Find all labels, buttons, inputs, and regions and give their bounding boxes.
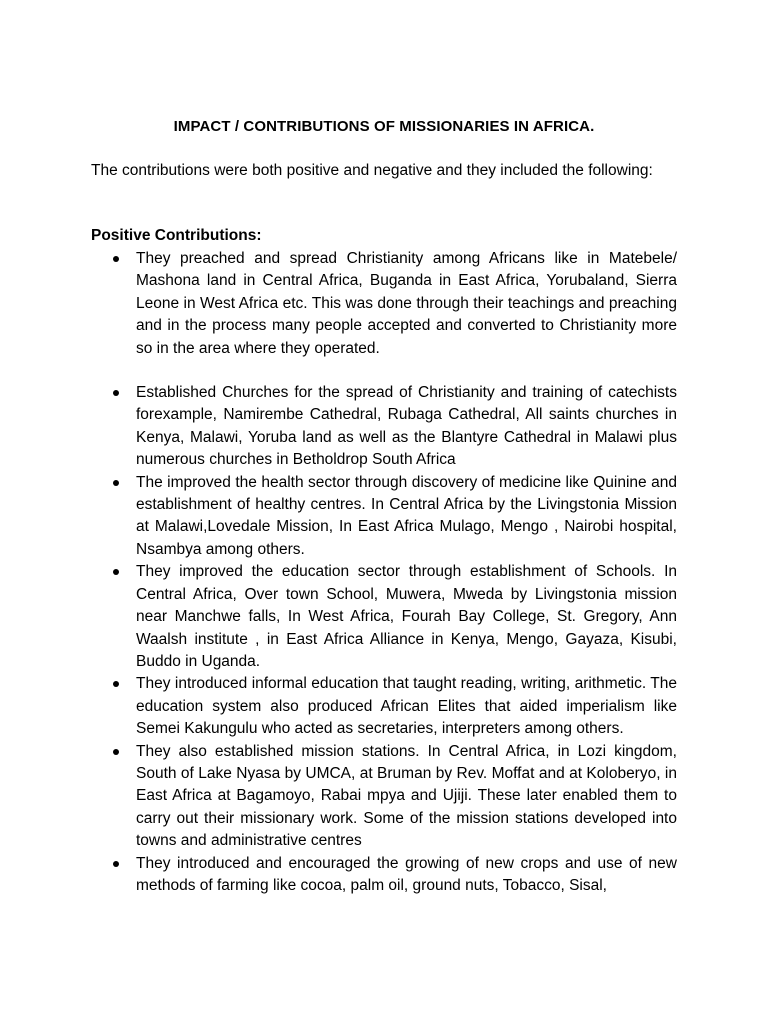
bullet-icon [113, 749, 119, 755]
section-heading: Positive Contributions: [91, 227, 262, 244]
bullet-icon [113, 480, 119, 486]
list-item [91, 561, 677, 673]
bullet-icon [113, 256, 119, 262]
list-item-text: They also established mission stations. In Central Africa, in Lozi kingdom, South of Lake Nyasa by UMCA, at Bruman by Rev. Moffat and at Koloberyo, in East Africa at Bagamoyo, Rabai mpya and Ujiji. These later enabled them to carry out their missionary work. Some of the mission stations developed into towns and administrative centres [136, 742, 677, 850]
list-item-text: They improved the education sector through establishment of Schools. In Central Africa, Over town School, Muwera, Mweda by Livingstonia mission near Manchwe falls, In West Africa, Fourah Bay College, St. Gregory, Ann Waalsh institute , in East Africa Alliance in Kenya, Mengo, Gayaza, Kisubi, Buddo in Uganda. [136, 563, 677, 670]
bullet-icon [113, 681, 119, 687]
document-title: IMPACT / CONTRIBUTIONS OF MISSIONARIES IN AFRICA. [173, 118, 595, 135]
list-item-text: The improved the health sector through discovery of medicine like Quinine and establishment of healthy centres. In Central Africa by the Livingstonia Mission at Malawi,Lovedale Mission, In East Africa Mulago, Mengo , Nairobi hospital, Nsambya among others. [136, 473, 677, 558]
intro-paragraph: The contributions were both positive and negative and they included the following: [91, 162, 653, 179]
list-item [91, 248, 677, 360]
list-item [91, 741, 677, 853]
list-item [91, 382, 677, 472]
contributions-list [91, 248, 677, 897]
list-item [91, 472, 677, 562]
list-item-text: Established Churches for the spread of Christianity and training of catechists forexample, Namirembe Cathedral, Rubaga Cathedral, All saints churches in Kenya, Malawi, Yoruba land as well as the Blantyre Cathedral in Malawi plus numerous churches in Betholdrop South Africa [136, 384, 677, 469]
bullet-icon [113, 569, 119, 575]
list-item [91, 673, 677, 740]
bullet-icon [113, 861, 119, 867]
list-item-text: They introduced informal education that taught reading, writing, arithmetic. The education system also produced African Elites that aided imperialism like Semei Kakungulu who acted as secretaries, interpreters among others. [136, 675, 677, 738]
list-item [91, 853, 677, 898]
bullet-icon [113, 390, 119, 396]
list-item-text: They preached and spread Christianity among Africans like in Matebele/ Mashona land in Central Africa, Buganda in East Africa, Yorubaland, Sierra Leone in West Africa etc. This was done through their teachings and preaching and in the process many people accepted and converted to Christianity more so in the area where they operated. [136, 250, 677, 357]
list-item-text: They introduced and encouraged the growing of new crops and use of new methods of farming like cocoa, palm oil, ground nuts, Tobacco, Sisal, [136, 854, 677, 894]
